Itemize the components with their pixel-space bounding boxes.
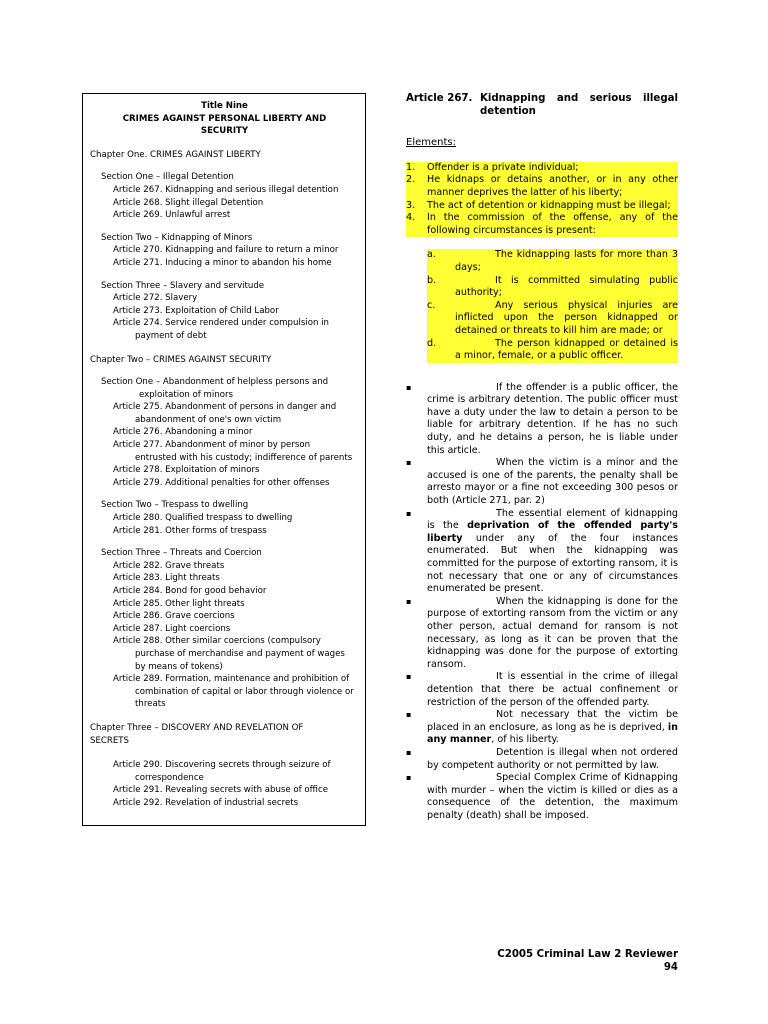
toc-article-line: Article 275. Abandonment of persons in danger and bbox=[113, 402, 337, 413]
toc-article bbox=[90, 401, 359, 426]
toc-article: Article 291. Revealing secrets with abuse of office bbox=[113, 785, 329, 796]
note-text: When the victim is a minor and the accused is one of the parents, the penalty shall be arresto mayor or a fine not exceeding 300 pesos or both (Article 271, par. 2) bbox=[427, 457, 678, 507]
toc-article: Article 285. Other light threats bbox=[113, 598, 245, 609]
toc-article: Article 282. Grave threats bbox=[113, 560, 225, 571]
toc-section: Section Three – Threats and Coercion bbox=[101, 548, 262, 559]
circumstance-text: The person kidnapped or detained is a minor, female, or a public officer. bbox=[455, 337, 678, 362]
note-text: If the offender is a public officer, the crime is arbitrary detention. The public officer must have a duty under the law to detain a person to be liable for arbitrary detention. If he has no such duty, and he detains a person, he is liable under this article. bbox=[427, 381, 678, 456]
element-number: 4. bbox=[406, 212, 416, 224]
toc-article: Article 272. Slavery bbox=[113, 293, 198, 304]
toc-article-line: by means of tokens) bbox=[135, 661, 223, 672]
toc-title bbox=[90, 100, 359, 138]
element-item bbox=[406, 212, 678, 237]
toc-article-line: threats bbox=[135, 699, 166, 710]
circumstance-text: Any serious physical injuries are inflicted upon the person kidnapped or detained or threats to kill him are made; or bbox=[455, 299, 678, 336]
element-item bbox=[406, 162, 678, 175]
bullet-icon: ▪ bbox=[406, 773, 412, 783]
toc-article: Article 278. Exploitation of minors bbox=[113, 465, 260, 476]
toc-article-line: Article 288. Other similar coercions (compulsory bbox=[113, 636, 321, 647]
toc-article: Article 267. Kidnapping and serious illegal detention bbox=[113, 184, 339, 195]
element-text: He kidnaps or detains another, or in any other manner deprives the latter of his liberty; bbox=[427, 174, 678, 198]
toc-article-line: purchase of merchandise and payment of wages bbox=[135, 648, 345, 659]
note-text-part: Not necessary that the victim be placed in an enclosure, as long as he is deprived, bbox=[427, 709, 678, 733]
note-item bbox=[406, 747, 678, 772]
note-emphasis: deprivation of the offended party's liberty bbox=[427, 520, 678, 544]
element-item bbox=[406, 174, 678, 199]
toc-article-line: combination of capital or labor through violence or bbox=[135, 686, 354, 697]
note-text: Detention is illegal when not ordered by competent authority or not permitted by law. bbox=[427, 746, 678, 771]
element-number: 2. bbox=[406, 174, 416, 186]
note-item bbox=[406, 709, 678, 747]
toc-article: Article 279. Additional penalties for other offenses bbox=[113, 477, 330, 488]
toc-section: Section Two – Trespass to dwelling bbox=[101, 500, 249, 511]
note-text-part: , of his liberty. bbox=[491, 734, 559, 746]
article-heading bbox=[406, 93, 678, 118]
circumstance-item bbox=[427, 338, 678, 363]
bullet-icon: ▪ bbox=[406, 458, 412, 468]
toc-chapter-two: Chapter Two – CRIMES AGAINST SECURITY bbox=[90, 354, 272, 365]
toc-section-line: Section One – Abandonment of helpless persons and bbox=[101, 377, 329, 388]
toc-article bbox=[90, 439, 359, 464]
circumstance-letter: c. bbox=[427, 299, 436, 311]
note-item bbox=[406, 382, 678, 458]
footer-title: C2005 Criminal Law 2 Reviewer bbox=[497, 949, 678, 960]
note-text-part: under any of the four instances enumerated. But when the kidnapping was committed for the purpose of extorting ransom, it is not necessary that one or any of circumstances enumerated be present. bbox=[427, 532, 678, 595]
circumstance-item bbox=[427, 249, 678, 274]
toc-article: Article 281. Other forms of trespass bbox=[113, 525, 267, 536]
elements-list bbox=[406, 162, 678, 238]
toc-article bbox=[90, 673, 359, 711]
bullet-icon: ▪ bbox=[406, 508, 412, 518]
toc-article: Article 270. Kidnapping and failure to return a minor bbox=[113, 245, 339, 256]
note-text-part: The essential element of kidnapping is the bbox=[427, 507, 678, 532]
circumstance-text: It is committed simulating public authority; bbox=[455, 274, 678, 299]
toc-section: Section Three – Slavery and servitude bbox=[101, 280, 265, 291]
circumstance-letter: b. bbox=[427, 274, 437, 286]
toc-chapter-three bbox=[90, 722, 359, 747]
notes-list bbox=[406, 382, 678, 823]
toc-article bbox=[90, 759, 359, 784]
toc-article: Article 292. Revelation of industrial secrets bbox=[113, 797, 299, 808]
toc-article-line: abandonment of one's own victim bbox=[135, 414, 282, 425]
toc-section bbox=[90, 376, 359, 401]
toc-chapter-one: Chapter One. CRIMES AGAINST LIBERTY bbox=[90, 149, 261, 160]
table-of-contents-box bbox=[82, 93, 366, 826]
element-text: Offender is a private individual; bbox=[427, 161, 579, 173]
bullet-icon: ▪ bbox=[406, 672, 412, 682]
note-item bbox=[406, 508, 678, 596]
note-emphasis: in any manner bbox=[427, 721, 678, 746]
toc-article-line: Article 289. Formation, maintenance and prohibition of bbox=[113, 674, 350, 685]
toc-article-line: entrusted with his custody; indifference of parents bbox=[135, 452, 353, 463]
toc-article-line: payment of debt bbox=[135, 330, 207, 341]
bullet-icon: ▪ bbox=[406, 747, 412, 757]
element-text: In the commission of the offense, any of the following circumstances is present: bbox=[427, 212, 678, 236]
page-footer bbox=[497, 949, 678, 974]
note-text: It is essential in the crime of illegal detention that there be actual confinement or restriction of the person of the offended party. bbox=[427, 671, 678, 708]
toc-article: Article 268. Slight illegal Detention bbox=[113, 197, 264, 208]
circumstance-letter: d. bbox=[427, 337, 437, 349]
toc-article bbox=[90, 635, 359, 673]
toc-article: Article 276. Abandoning a minor bbox=[113, 427, 253, 438]
toc-article: Article 273. Exploitation of Child Labor bbox=[113, 305, 279, 316]
note-item bbox=[406, 772, 678, 822]
note-text: When the kidnapping is done for the purpose of extorting ransom from the victim or any other person, actual demand for ransom is not necessary, as long as it can be proven that the kidnapping was done for the purpose of extorting ransom. bbox=[427, 595, 678, 670]
note-text bbox=[427, 709, 678, 747]
toc-chapter-line: Chapter Three – DISCOVERY AND REVELATION OF bbox=[90, 722, 304, 733]
note-item bbox=[406, 596, 678, 672]
circumstance-letter: a. bbox=[427, 249, 436, 261]
toc-article: Article 269. Unlawful arrest bbox=[113, 210, 231, 221]
bullet-icon: ▪ bbox=[406, 382, 412, 392]
toc-article: Article 287. Light coercions bbox=[113, 623, 231, 634]
toc-article-line: Article 277. Abandonment of minor by person bbox=[113, 440, 311, 451]
toc-article: Article 271. Inducing a minor to abandon his home bbox=[113, 257, 332, 268]
toc-article bbox=[90, 317, 359, 342]
article-content bbox=[406, 93, 678, 822]
note-item bbox=[406, 671, 678, 709]
toc-article-line: Article 274. Service rendered under compulsion in bbox=[113, 318, 329, 329]
toc-article: Article 283. Light threats bbox=[113, 573, 220, 584]
note-text: Special Complex Crime of Kidnapping with murder – when the victim is killed or dies as a consequence of the detention, the maximum penalty (death) shall be imposed. bbox=[427, 772, 678, 821]
article-number: Article 267. bbox=[406, 93, 473, 104]
page-number: 94 bbox=[663, 961, 678, 973]
article-title: Kidnapping and serious illegal detention bbox=[480, 93, 678, 117]
toc-article: Article 280. Qualified trespass to dwelling bbox=[113, 513, 293, 524]
toc-title-line: CRIMES AGAINST PERSONAL LIBERTY AND bbox=[122, 113, 327, 124]
toc-section-line: exploitation of minors bbox=[139, 389, 234, 400]
toc-section: Section Two – Kidnapping of Minors bbox=[101, 232, 253, 243]
circumstance-item bbox=[427, 300, 678, 338]
toc-title-line: Title Nine bbox=[201, 101, 248, 111]
circumstances-list bbox=[427, 249, 678, 362]
bullet-icon: ▪ bbox=[406, 596, 412, 606]
circumstance-item bbox=[427, 275, 678, 300]
note-text bbox=[427, 508, 678, 596]
elements-label: Elements: bbox=[406, 137, 456, 149]
toc-section: Section One – Illegal Detention bbox=[101, 172, 234, 183]
element-number: 3. bbox=[406, 199, 416, 211]
element-number: 1. bbox=[406, 161, 416, 173]
toc-article-line: Article 290. Discovering secrets through seizure of bbox=[113, 760, 331, 771]
circumstance-text: The kidnapping lasts for more than 3 days; bbox=[455, 249, 678, 273]
element-text: The act of detention or kidnapping must be illegal; bbox=[427, 199, 671, 211]
element-item bbox=[406, 200, 678, 213]
toc-article: Article 286. Grave coercions bbox=[113, 611, 235, 622]
bullet-icon: ▪ bbox=[406, 710, 412, 720]
toc-title-line: SECURITY bbox=[200, 126, 249, 137]
toc-article: Article 284. Bond for good behavior bbox=[113, 586, 267, 596]
note-item bbox=[406, 457, 678, 507]
toc-chapter-line: SECRETS bbox=[90, 735, 129, 746]
toc-article-line: correspondence bbox=[135, 772, 204, 783]
